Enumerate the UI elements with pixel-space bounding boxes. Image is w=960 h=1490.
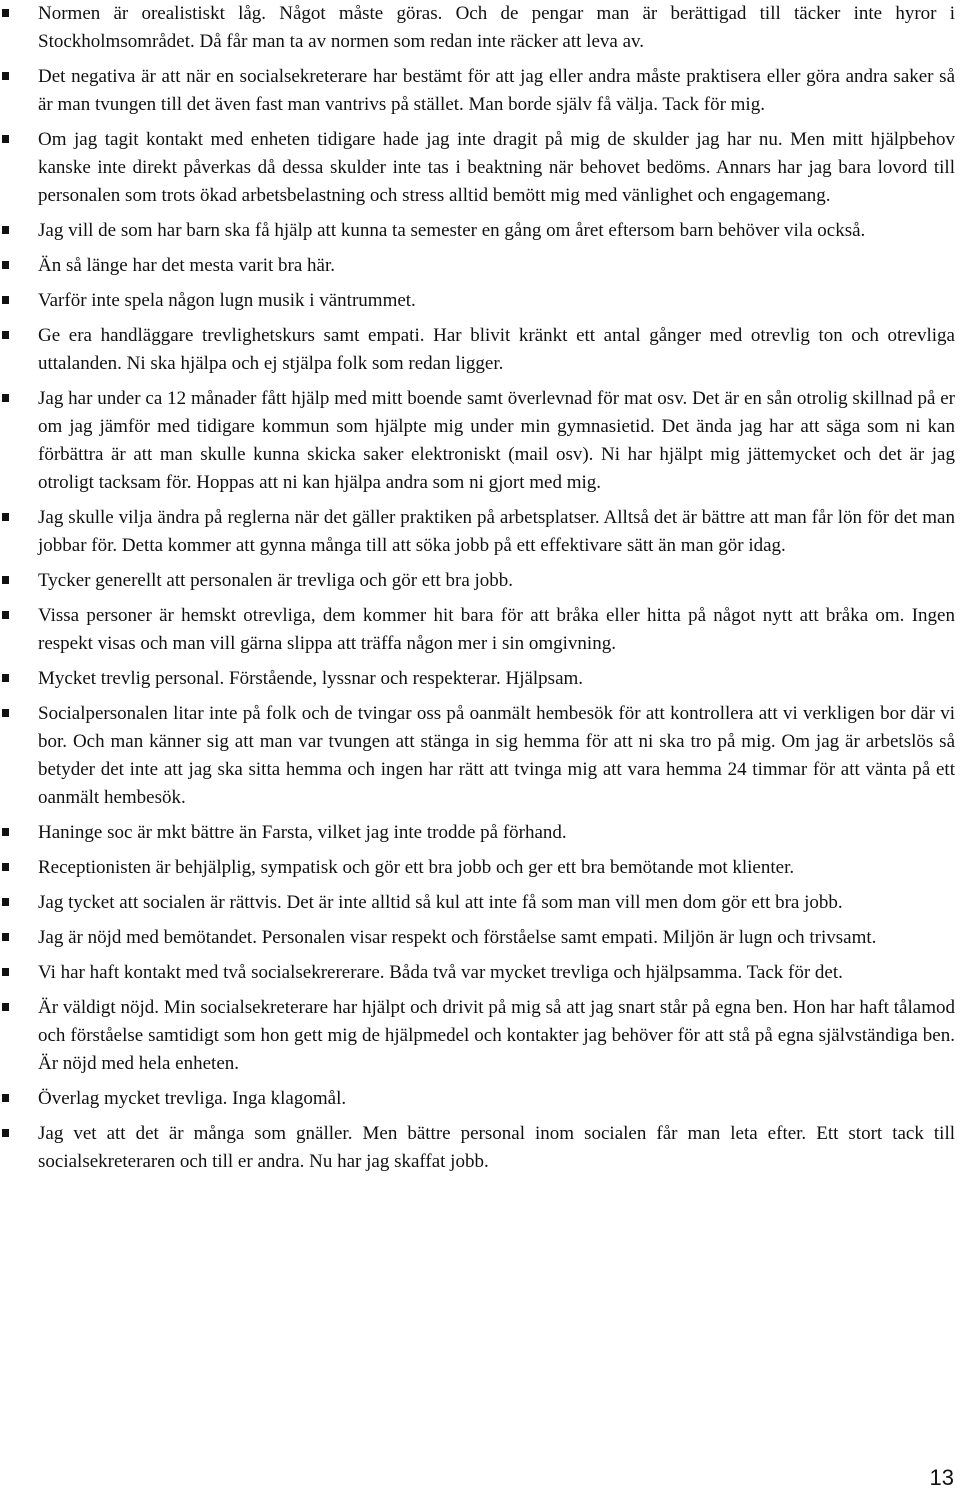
square-bullet-icon xyxy=(2,394,9,402)
list-item-text: Jag vet att det är många som gnäller. Men bättre personal inom socialen får man leta efter. Ett stort tack till socialsekreteraren och till er andra. Nu har jag skaffat jobb. xyxy=(38,1123,955,1172)
square-bullet-icon xyxy=(2,898,9,906)
list-item xyxy=(0,252,955,280)
square-bullet-icon xyxy=(2,709,9,717)
list-item xyxy=(0,819,955,847)
list-item xyxy=(0,665,955,693)
list-item xyxy=(0,567,955,595)
list-item xyxy=(0,1085,955,1113)
square-bullet-icon xyxy=(2,933,9,941)
list-item-text: Haninge soc är mkt bättre än Farsta, vilket jag inte trodde på förhand. xyxy=(38,822,567,843)
list-item xyxy=(0,217,955,245)
square-bullet-icon xyxy=(2,513,9,521)
square-bullet-icon xyxy=(2,576,9,584)
square-bullet-icon xyxy=(2,611,9,619)
square-bullet-icon xyxy=(2,261,9,269)
list-item xyxy=(0,602,955,658)
list-item-text: Jag tycket att socialen är rättvis. Det är inte alltid så kul att inte få som man vill men dom gör ett bra jobb. xyxy=(38,892,843,913)
list-item-text: Receptionisten är behjälplig, sympatisk och gör ett bra jobb och ger ett bra bemötande mot klienter. xyxy=(38,857,795,878)
list-item-text: Jag vill de som har barn ska få hjälp att kunna ta semester en gång om året eftersom barn behöver vila också. xyxy=(38,220,866,241)
list-item-text: Varför inte spela någon lugn musik i väntrummet. xyxy=(38,290,416,311)
list-item-text: Jag har under ca 12 månader fått hjälp med mitt boende samt överlevnad för mat osv. Det är en sån otrolig skillnad på er om jag jämför med tidigare kommun som hjälpte mig under min gymnasietid. Det ända jag har att säga som ni kan förbättra är att man skulle kunna skicka saker elektroniskt (mail osv). Ni har hjälpt mig jättemycket och det är jag otroligt tacksam för. Hoppas att ni kan hjälpa andra som ni gjort med mig. xyxy=(38,388,955,493)
list-item-text: Normen är orealistiskt låg. Något måste göras. Och de pengar man är berättigad till täcker inte hyror i Stockholmsområdet. Då får man ta av normen som redan inte räcker att leva av. xyxy=(38,3,955,52)
list-item-text: Vissa personer är hemskt otrevliga, dem kommer hit bara för att bråka eller hitta på något nytt att bråka om. Ingen respekt visas och man vill gärna slippa att träffa någon mer i sin omgivning. xyxy=(38,605,955,654)
list-item xyxy=(0,504,955,560)
list-item xyxy=(0,854,955,882)
list-item-text: Överlag mycket trevliga. Inga klagomål. xyxy=(38,1088,347,1109)
square-bullet-icon xyxy=(2,226,9,234)
list-item-text: Vi har haft kontakt med två socialsekrererare. Båda två var mycket trevliga och hjälpsamma. Tack för det. xyxy=(38,962,843,983)
list-item xyxy=(0,924,955,952)
list-item-text: Är väldigt nöjd. Min socialsekreterare har hjälpt och drivit på mig så att jag snart står på egna ben. Hon har haft tålamod och förståelse samtidigt som hon gett mig de hjälpmedel och kontakter jag behöver för att stå på egna självständiga ben. Är nöjd med hela enheten. xyxy=(38,997,955,1074)
list-item-text: Än så länge har det mesta varit bra här. xyxy=(38,255,336,276)
square-bullet-icon xyxy=(2,331,9,339)
square-bullet-icon xyxy=(2,1094,9,1102)
square-bullet-icon xyxy=(2,863,9,871)
list-item-text: Socialpersonalen litar inte på folk och de tvingar oss på oanmält hembesök för att kontrollera att vi verkligen bor där vi bor. Och man känner sig att man var tvungen att stänga in sig hemma för att ni ska tro på mig. Om jag är arbetslös så betyder det inte att jag ska sitta hemma och ingen har rätt att tvinga mig att vara hemma 24 timmar för att vänta på ett oanmält hembesök. xyxy=(38,703,955,808)
list-item-text: Mycket trevlig personal. Förstående, lyssnar och respekterar. Hjälpsam. xyxy=(38,668,584,689)
list-item xyxy=(0,0,955,56)
square-bullet-icon xyxy=(2,9,9,17)
list-item xyxy=(0,322,955,378)
square-bullet-icon xyxy=(2,1003,9,1011)
list-item xyxy=(0,1120,955,1176)
list-item xyxy=(0,700,955,812)
list-item xyxy=(0,994,955,1078)
list-item xyxy=(0,126,955,210)
list-item-text: Jag är nöjd med bemötandet. Personalen visar respekt och förståelse samt empati. Miljön är lugn och trivsamt. xyxy=(38,927,877,948)
list-item-text: Om jag tagit kontakt med enheten tidigare hade jag inte dragit på mig de skulder jag har nu. Men mitt hjälpbehov kanske inte direkt påverkas då dessa skulder inte tas i beaktning när behovet bedöms. Annars har jag bara lovord till personalen som trots ökad arbetsbelastning och stress alltid bemött mig med vänlighet och engagemang. xyxy=(38,129,955,206)
list-item xyxy=(0,63,955,119)
page-number: 13 xyxy=(929,1465,954,1490)
square-bullet-icon xyxy=(2,296,9,304)
square-bullet-icon xyxy=(2,674,9,682)
list-item-text: Jag skulle vilja ändra på reglerna när det gäller praktiken på arbetsplatser. Alltså det är bättre att man får lön för det man jobbar för. Detta kommer att gynna många till att söka jobb på ett effektivare sätt än man gör idag. xyxy=(38,507,955,556)
list-item-text: Ge era handläggare trevlighetskurs samt empati. Har blivit kränkt ett antal gånger med otrevlig ton och otrevliga uttalanden. Ni ska hjälpa och ej stjälpa folk som redan ligger. xyxy=(38,325,955,374)
list-item xyxy=(0,385,955,497)
list-item-text: Tycker generellt att personalen är trevliga och gör ett bra jobb. xyxy=(38,570,514,591)
list-item xyxy=(0,959,955,987)
square-bullet-icon xyxy=(2,135,9,143)
square-bullet-icon xyxy=(2,72,9,80)
list-item xyxy=(0,889,955,917)
list-item-text: Det negativa är att när en socialsekreterare har bestämt för att jag eller andra måste praktisera eller göra andra saker så är man tvungen till det även fast man vantrivs på stället. Man borde själv få välja. Tack för mig. xyxy=(38,66,955,115)
square-bullet-icon xyxy=(2,1129,9,1137)
square-bullet-icon xyxy=(2,828,9,836)
list-item xyxy=(0,287,955,315)
square-bullet-icon xyxy=(2,968,9,976)
